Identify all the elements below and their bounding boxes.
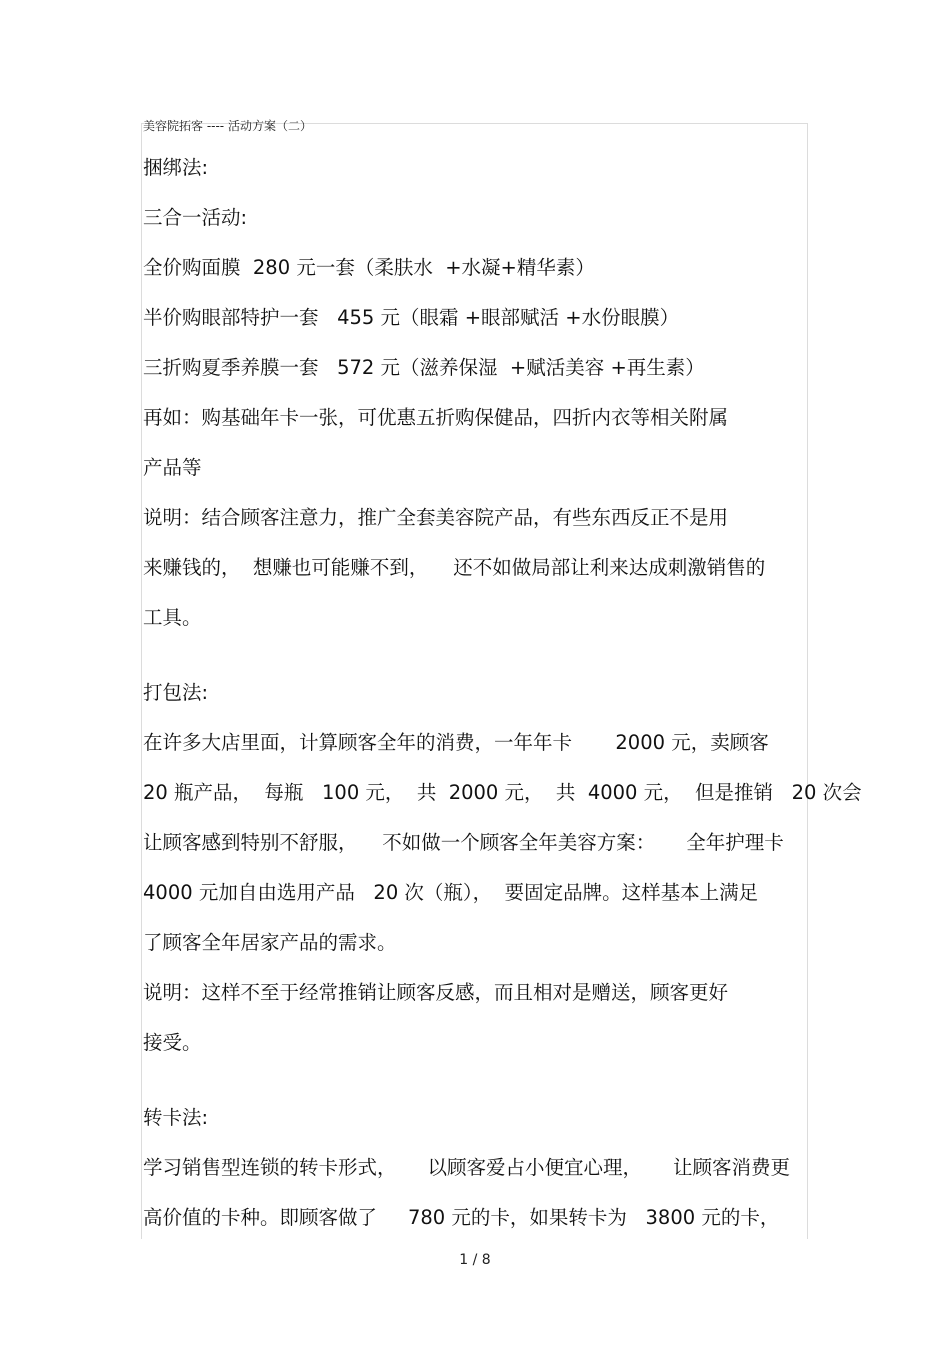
text-line: 接受。 (143, 1031, 202, 1054)
text-line: 三合一活动: (143, 206, 248, 229)
page-number: 1 / 8 (459, 1252, 491, 1268)
text-line: 高价值的卡种。即顾客做了 780 元的卡，如果转卡为 3800 元的卡， (143, 1206, 780, 1229)
text-line: 学习销售型连锁的转卡形式， 以顾客爱占小便宜心理， 让顾客消费更 (143, 1156, 790, 1179)
page-frame (141, 123, 808, 1239)
text-line: 了顾客全年居家产品的需求。 (143, 931, 397, 954)
text-line: 半价购眼部特护一套 455 元（眼霜 +眼部赋活 +水份眼膜） (143, 306, 680, 329)
text-line: 产品等 (143, 456, 202, 479)
document-header: 美容院拓客 ---- 活动方案（二） (143, 119, 312, 133)
section-heading-packaging: 打包法: (143, 681, 209, 704)
section-heading-card-transfer: 转卡法: (143, 1106, 209, 1129)
text-line: 工具。 (143, 606, 202, 629)
text-line: 再如：购基础年卡一张，可优惠五折购保健品，四折内衣等相关附属 (143, 406, 729, 429)
text-line: 来赚钱的， 想赚也可能赚不到， 还不如做局部让利来达成刺激销售的 (143, 556, 766, 579)
text-line: 全价购面膜 280 元一套（柔肤水 +水凝+精华素） (143, 256, 595, 279)
section-heading-bundling: 捆绑法: (143, 156, 209, 179)
text-line: 20 瓶产品， 每瓶 100 元， 共 2000 元， 共 4000 元， 但是推销 20 次会 (143, 781, 862, 804)
text-line: 让顾客感到特别不舒服， 不如做一个顾客全年美容方案： 全年护理卡 (143, 831, 784, 854)
text-line: 说明：结合顾客注意力，推广全套美容院产品，有些东西反正不是用 (143, 506, 729, 529)
text-line: 4000 元加自由选用产品 20 次（瓶）， 要固定品牌。这样基本上满足 (143, 881, 759, 904)
text-line: 说明：这样不至于经常推销让顾客反感，而且相对是赠送，顾客更好 (143, 981, 729, 1004)
text-line: 三折购夏季养膜一套 572 元（滋养保湿 +赋活美容 +再生素） (143, 356, 705, 379)
text-line: 在许多大店里面，计算顾客全年的消费，一年年卡 2000 元，卖顾客 (143, 731, 769, 754)
